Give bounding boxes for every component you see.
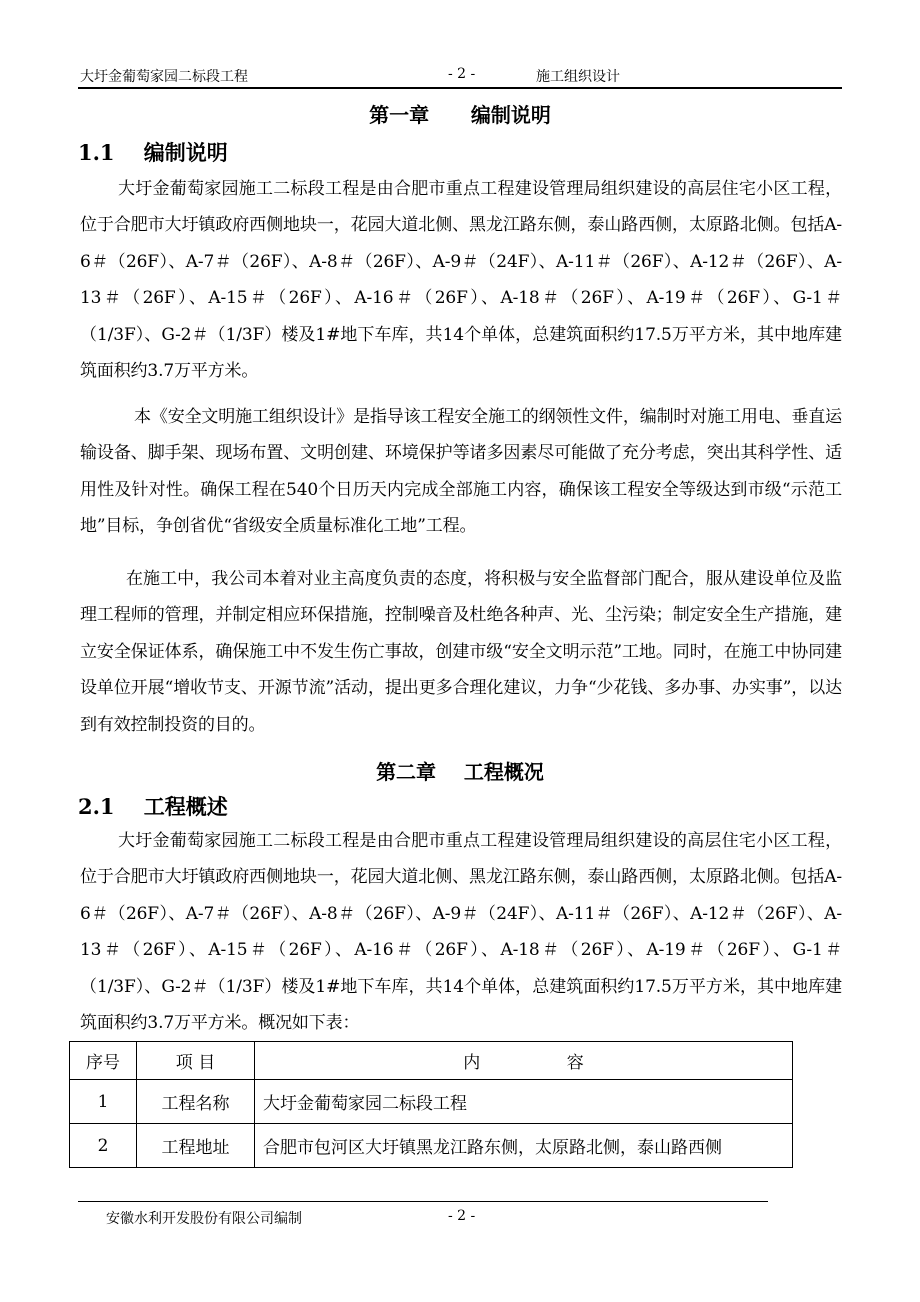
chapter-1-title: 第一章 编制说明 bbox=[369, 103, 551, 127]
table-cell-item: 工程名称 bbox=[137, 1080, 255, 1124]
footer-divider bbox=[78, 1201, 768, 1202]
footer-page-number: - 2 - bbox=[448, 1208, 476, 1224]
section-2-1-title: 2.1 工程概述 bbox=[78, 794, 228, 819]
table-cell-content: 合肥市包河区大圩镇黑龙江路东侧，太原路北侧，泰山路西侧 bbox=[255, 1124, 793, 1168]
header-divider bbox=[78, 87, 842, 89]
chapter-1-paragraph-1: 大圩金葡萄家园施工二标段工程是由合肥市重点工程建设管理局组织建设的高层住宅小区工程，位于合肥市大圩镇政府西侧地块一，花园大道北侧、黑龙江路东侧，泰山路西侧，太原路北侧。包括A-6＃（26F）、A-7＃（26F）、A-8＃（26F）、A-9＃（24F）、A-11＃（26F）、A-12＃（26F）、A-13＃（26F）、A-15＃（26F）、A-16＃（26F）、A-18＃（26F）、A-19＃（26F）、G-1＃（1/3F）、G-2＃（1/3F）楼及1#地下车库，共14个单体，总建筑面积约17.5万平方米，其中地库建筑面积约3.7万平方米。 bbox=[80, 179, 842, 382]
table-cell-content: 大圩金葡萄家园二标段工程 bbox=[255, 1080, 793, 1124]
header-doc-type: 施工组织设计 bbox=[536, 69, 620, 85]
chapter-2-paragraph-1: 大圩金葡萄家园施工二标段工程是由合肥市重点工程建设管理局组织建设的高层住宅小区工程，位于合肥市大圩镇政府西侧地块一，花园大道北侧、黑龙江路东侧，泰山路西侧，太原路北侧。包括A-6＃（26F）、A-7＃（26F）、A-8＃（26F）、A-9＃（24F）、A-11＃（26F）、A-12＃（26F）、A-13＃（26F）、A-15＃（26F）、A-16＃（26F）、A-18＃（26F）、A-19＃（26F）、G-1＃（1/3F）、G-2＃（1/3F）楼及1#地下车库，共14个单体，总建筑面积约17.5万平方米，其中地库建筑面积约3.7万平方米。概况如下表： bbox=[80, 831, 842, 1034]
chapter-1-paragraph-2: 本《安全文明施工组织设计》是指导该工程安全施工的纲领性文件，编制时对施工用电、垂直运输设备、脚手架、现场布置、文明创建、环境保护等诸多因素尽可能做了充分考虑，突出其科学性、适用性及针对性。确保工程在540个日历天内完成全部施工内容，确保该工程安全等级达到市级“示范工地”目标，争创省优“省级安全质量标准化工地”工程。 bbox=[80, 407, 842, 537]
header-doc-title: 大圩金葡萄家园二标段工程 bbox=[80, 69, 248, 85]
section-1-1-title: 1.1 编制说明 bbox=[78, 140, 228, 165]
header-page-number: - 2 - bbox=[448, 66, 476, 82]
table-row bbox=[70, 1124, 793, 1168]
table-cell-item: 工程地址 bbox=[137, 1124, 255, 1168]
overview-table bbox=[69, 1041, 793, 1168]
table-cell-number: 2 bbox=[70, 1124, 137, 1168]
table-cell-number: 1 bbox=[70, 1080, 137, 1124]
chapter-2-title: 第二章 工程概况 bbox=[376, 760, 544, 784]
footer-company: 安徽水利开发股份有限公司编制 bbox=[106, 1211, 302, 1227]
chapter-1-paragraph-3: 在施工中，我公司本着对业主高度负责的态度，将积极与安全监督部门配合，服从建设单位及监理工程师的管理，并制定相应环保措施，控制噪音及杜绝各种声、光、尘污染；制定安全生产措施，建立安全保证体系，确保施工中不发生伤亡事故，创建市级“安全文明示范”工地。同时，在施工中协同建设单位开展“增收节支、开源节流”活动，提出更多合理化建议，力争“少花钱、多办事、办实事”，以达到有效控制投资的目的。 bbox=[80, 569, 842, 735]
table-header-content: 内 容 bbox=[255, 1042, 793, 1080]
table-header-number: 序号 bbox=[70, 1042, 137, 1080]
table-row bbox=[70, 1080, 793, 1124]
table-header-row bbox=[70, 1042, 793, 1080]
table-header-item: 项 目 bbox=[137, 1042, 255, 1080]
